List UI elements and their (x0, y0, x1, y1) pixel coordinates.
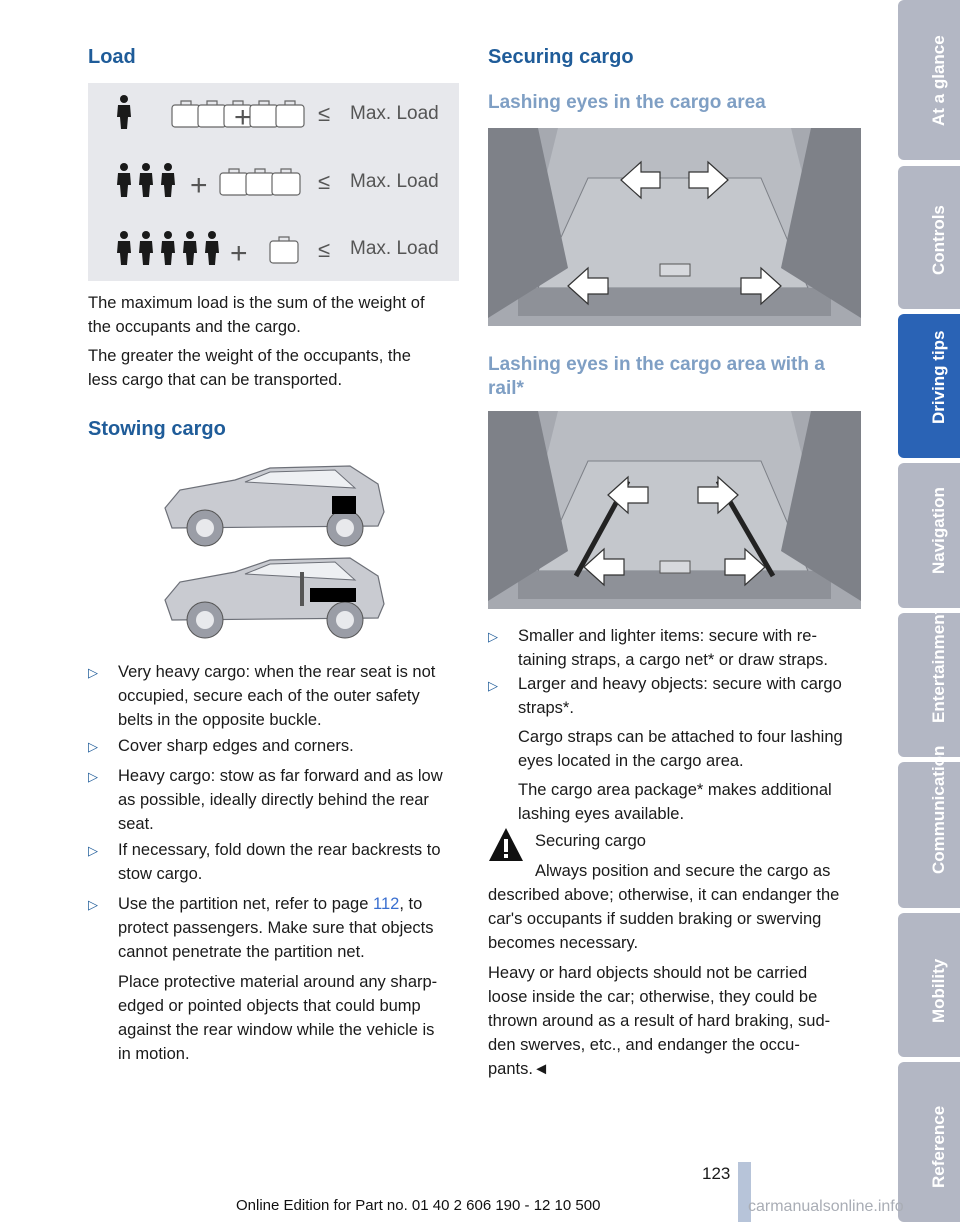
text-line: The cargo area package* makes additional (518, 781, 832, 799)
text-line: eyes located in the cargo area. (518, 752, 744, 770)
suitcase-icon (270, 237, 298, 263)
suitcase-icon (220, 169, 248, 195)
text-line: straps*. (518, 699, 574, 717)
text-line: Larger and heavy objects: secure with cargo (518, 675, 842, 693)
tab-label: Entertainment (929, 608, 948, 723)
plus-sign-3: + (230, 237, 248, 270)
text-line: pants.◄ (488, 1060, 550, 1078)
page-link[interactable]: 112 (373, 895, 400, 913)
securing-heading: Securing cargo (488, 46, 634, 68)
text-line: den swerves, etc., and endanger the occu- (488, 1036, 800, 1054)
person-icon (183, 231, 197, 265)
triangle-bullet-icon: ▷ (88, 665, 98, 680)
person-icon (117, 95, 131, 129)
text-line: edged or pointed objects that could bump (118, 997, 421, 1015)
tab-label: Navigation (929, 487, 948, 574)
text-line: thrown around as a result of hard braking, sud- (488, 1012, 831, 1030)
edition-text: Online Edition for Part no. 01 40 2 606 190 - 12 10 500 (236, 1197, 601, 1214)
tab-label: Reference (929, 1105, 948, 1188)
text-line: Place protective material around any sharp- (118, 973, 438, 991)
page-number: 123 (702, 1164, 731, 1183)
cargo-area-photo (488, 128, 861, 326)
text-line: as possible, ideally directly behind the rear (118, 791, 429, 809)
text-line: Smaller and lighter items: secure with re- (518, 627, 817, 645)
list-item-text (118, 838, 441, 886)
text-line: the occupants and the cargo. (88, 318, 301, 336)
text-line: Always position and secure the cargo as (535, 862, 831, 880)
person-icon (139, 163, 153, 197)
text-line (118, 892, 468, 916)
text-line: If necessary, fold down the rear backrests to (118, 841, 441, 859)
text-line: Heavy cargo: stow as far forward and as low (118, 767, 443, 785)
text-span: Use the partition net, refer to page (118, 895, 373, 913)
suitcase-icon (198, 101, 226, 127)
text-line: Heavy or hard objects should not be carried (488, 964, 808, 982)
load-paragraph-1 (88, 291, 468, 339)
person-icon (117, 231, 131, 265)
text-line: less cargo that can be transported. (88, 371, 343, 389)
suitcase-icon (172, 101, 200, 127)
text-line: The maximum load is the sum of the weight of (88, 294, 425, 312)
person-icon (161, 231, 175, 265)
person-icon (205, 231, 219, 265)
list-item-text (118, 892, 468, 1066)
list-item-text (518, 624, 828, 672)
triangle-bullet-icon: ▷ (488, 629, 498, 644)
text-line: belts in the opposite buckle. (118, 711, 322, 729)
text-line: against the rear window while the vehicle is (118, 1021, 435, 1039)
text-line: cannot penetrate the partition net. (118, 943, 365, 961)
text-line: occupied, secure each of the outer safety (118, 687, 420, 705)
tab-label: Controls (929, 205, 948, 275)
tab-label: Driving tips (929, 330, 948, 424)
text-line: The greater the weight of the occupants, the (88, 347, 411, 365)
text-line: stow cargo. (118, 865, 203, 883)
stowing-heading: Stowing cargo (88, 418, 226, 440)
list-item-text (118, 734, 354, 758)
list-item-text (518, 672, 868, 826)
text-line: protect passengers. Make sure that objects (118, 919, 434, 937)
text-line: Cargo straps can be attached to four lashing (518, 728, 843, 746)
tab-navigation[interactable] (898, 463, 960, 608)
tab-controls[interactable] (898, 166, 960, 309)
text-line: lashing eyes available. (518, 805, 685, 823)
text-line: in motion. (118, 1045, 190, 1063)
cargo-rail-photo (488, 411, 861, 609)
suitcase-icon (246, 169, 274, 195)
tab-label: At a glance (929, 35, 948, 126)
text-line: Cover sharp edges and corners. (118, 737, 354, 755)
tab-mobility[interactable] (898, 913, 960, 1057)
text-line: car's occupants if sudden braking or swerving (488, 910, 822, 928)
tab-at-a-glance[interactable] (898, 0, 960, 160)
person-icon (117, 163, 131, 197)
text-line: described above; otherwise, it can endanger the (488, 886, 840, 904)
max-load-label-2: Max. Load (350, 171, 439, 192)
le-sign-1: ≤ (318, 101, 331, 126)
suitcase-icon (276, 101, 304, 127)
text-span: , to (399, 895, 423, 913)
plus-sign-2: + (190, 169, 208, 202)
tab-communication[interactable] (898, 745, 960, 908)
suitcase-icon (250, 101, 278, 127)
warning-title: Securing cargo (535, 832, 646, 850)
heading-line: rail* (488, 378, 524, 399)
list-item-text (118, 764, 443, 836)
tab-reference[interactable] (898, 1062, 960, 1222)
person-icon (139, 231, 153, 265)
load-paragraph-2 (88, 344, 468, 392)
lashing-heading: Lashing eyes in the cargo area (488, 92, 766, 113)
plus-sign-1: + (234, 101, 252, 134)
car-illustration (160, 460, 390, 655)
text-line: loose inside the car; otherwise, they could be (488, 988, 818, 1006)
tab-driving-tips[interactable] (898, 314, 960, 458)
tab-label: Communication (929, 745, 948, 874)
max-load-label-1: Max. Load (350, 103, 439, 124)
max-load-label-3: Max. Load (350, 238, 439, 259)
load-diagram (88, 83, 459, 281)
triangle-bullet-icon: ▷ (88, 897, 98, 912)
list-item-text (118, 660, 435, 732)
le-sign-2: ≤ (318, 169, 331, 194)
triangle-bullet-icon: ▷ (88, 843, 98, 858)
person-icon (161, 163, 175, 197)
tab-entertainment[interactable] (898, 608, 960, 757)
triangle-bullet-icon: ▷ (88, 739, 98, 754)
tab-label: Mobility (929, 958, 948, 1023)
watermark: carmanualsonline.info (748, 1198, 904, 1215)
heading-line: Lashing eyes in the cargo area with a (488, 354, 825, 375)
text-line: seat. (118, 815, 154, 833)
warning-text (488, 859, 868, 1081)
le-sign-3: ≤ (318, 237, 331, 262)
text-line: Very heavy cargo: when the rear seat is not (118, 663, 436, 681)
suitcase-icon (272, 169, 300, 195)
text-line: becomes necessary. (488, 934, 639, 952)
rail-heading (488, 353, 825, 401)
text-line: taining straps, a cargo net* or draw straps. (518, 651, 828, 669)
triangle-bullet-icon: ▷ (488, 678, 498, 693)
triangle-bullet-icon: ▷ (88, 769, 98, 784)
load-heading: Load (88, 46, 136, 68)
